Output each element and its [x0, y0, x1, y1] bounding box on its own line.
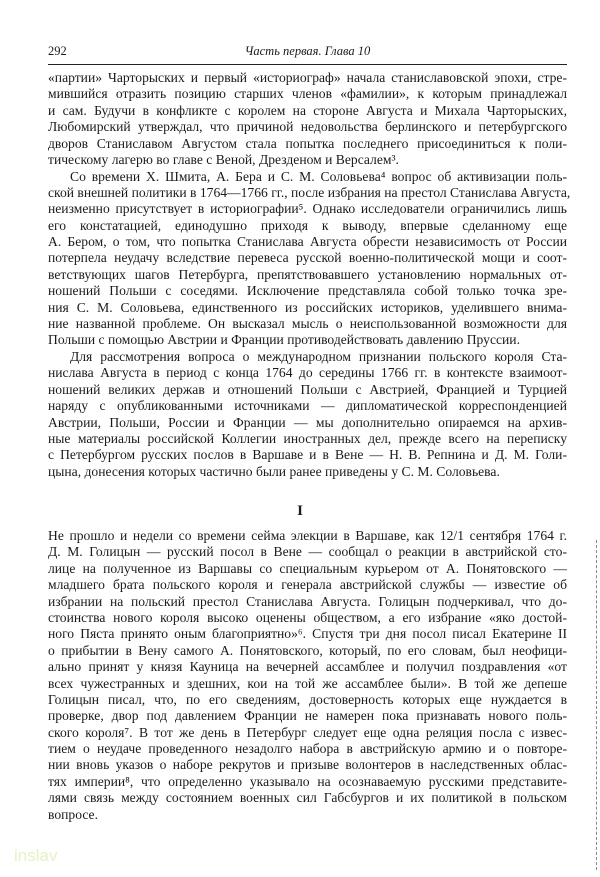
paragraph — [48, 168, 571, 349]
running-header — [48, 44, 567, 60]
text-line: проверке, двор под давлением Франции не намерен пока признавать нового поль- — [48, 708, 567, 724]
text-line: ния С. М. Соловьева, единственного из российских историков, уделившего внима- — [48, 299, 567, 315]
text-line: ношений Польши с соседями. Исключение представляла собой только точка зре- — [48, 283, 567, 299]
text-line: Не прошло и недели со времени сейма элекции в Варшаве, как 12/1 сентября 1764 г. — [48, 528, 567, 543]
text-line: стоинства нового короля высоко оценены обществом, а его избрание «яко достой- — [48, 609, 567, 625]
text-line: и сам. Будучи в конфликте с королем на стороне Августа и Михала Чарторыских, — [48, 102, 567, 118]
text-line: ского короля⁷. В тот же день в Петербург следует еще одна реляция посла с извес- — [48, 724, 567, 740]
text-line: ные материалы российской Коллегии иностранных дел, прежде всего на переписку — [48, 430, 567, 446]
text-line: тях империи⁸, что определенно указывало на осознаваемую русскими представите- — [48, 773, 567, 789]
text-line: ветствующих шагов Петербурга, препятствовавшего установлению нормальных от- — [48, 266, 567, 282]
text-line: тическому лагерю во главе с Веной, Дрезденом и Версалем³. — [48, 151, 399, 167]
paragraph — [48, 70, 567, 168]
text-line: Любомирский утверждал, что причиной недовольства берлинского и петербургского — [48, 119, 567, 135]
text-line: лями связь между состоянием военных сил Габсбургов и их политикой в польском — [48, 790, 567, 806]
paragraph — [48, 528, 567, 823]
text-line: тием о неудаче проведенного незадолго набора в австрийскую армию и о повторе- — [48, 741, 567, 757]
text-line: наряду с опубликованными источниками — дипломатической корреспонденцией — [48, 398, 567, 414]
text-line: ние названной проблеме. Он высказал мысль о неиспользованной возможности для — [48, 316, 567, 332]
text-line: нии вновь указов о наборе рекрутов и призыве волонтеров в наследственных облас- — [48, 757, 567, 773]
text-line: вопросе. — [48, 806, 98, 822]
running-title: Часть первая. Глава 10 — [244, 44, 371, 58]
text-line: дворов Станиславом Августом стала попытка последнего присоединиться к поли- — [48, 135, 567, 151]
text-line: ально принят у князя Кауница на вечерней ассамблее и получил поздравления «от — [48, 659, 567, 675]
text-line: ношений великих держав и отношений Польши с Австрией, Францией и Турцией — [48, 381, 567, 397]
text-line: «партии» Чарторыских и первый «историограф» начала станиславовской эпохи, стре- — [48, 70, 567, 85]
text-line: А. Бером, о том, что попытка Станислава Августа обрести независимость от России — [48, 234, 567, 250]
text-line: избрании на польский престол Станислава Августа. Голицын подчеркивал, что до- — [48, 593, 567, 609]
text-line: Д. М. Голицын — русский посол в Вене — сообщал о реакции в австрийской сто- — [48, 544, 567, 560]
text-line: Голицын писал, что, по его сведениям, достоверность которых еще нуждается в — [48, 691, 567, 707]
text-line: Польши с помощью Австрии и Франции противодействовать давлению Пруссии. — [48, 332, 520, 348]
watermark: inslav — [14, 846, 58, 865]
paragraph — [48, 349, 567, 480]
text-line: всех чужестранных и здешних, кои на той же ассамблее были». В той же депеше — [48, 675, 567, 691]
text-line: с Петербургом русских послов в Варшаве и в Вене — Н. В. Репнина и Д. М. Голи- — [48, 447, 567, 463]
section-heading: I — [297, 503, 303, 519]
text-line: его констатацией, единодушно приходя к выводу, впервые сделанному еще — [48, 217, 567, 233]
text-line: Со времени Х. Шмита, А. Бера и С. М. Соловьева⁴ вопрос об активизации поль- — [70, 168, 567, 184]
text-line: мившийся отразить позицию старших членов «фамилии», к которым принадлежал — [48, 86, 567, 102]
header-rule — [48, 64, 567, 65]
text-line: нислава Августа в период с конца 1764 до середины 1766 гг. в контексте взаимоот- — [48, 365, 567, 381]
text-line: лице на полученное из Варшавы со специальным курьером от А. Понятовского — — [48, 560, 567, 576]
text-line: Австрии, Польши, России и Франции — мы дополнительно опираемся на архив- — [48, 414, 567, 430]
text-line: младшего брата польского короля и генерала австрийской службы — известие об — [48, 577, 567, 593]
text-line: ного Пяста принято оным благоприятно»⁶. Спустя три дня посол писал Екатерине II — [48, 626, 567, 642]
text-line: Для рассмотрения вопроса о международном признании польского короля Ста- — [70, 349, 567, 364]
text-line: ской внешней политики в 1764—1766 гг., после избрания на престол Станислава Августа, — [48, 184, 571, 200]
text-line: неизменно присутствует в историографии⁵. Однако исследователи ограничились лишь — [48, 201, 567, 217]
text-line: цына, донесения которых частично были ранее приведены у С. М. Соловьева. — [48, 463, 500, 479]
scan-edge-marks — [596, 540, 597, 870]
text-line: потерпела неудачу вследствие перевеса русской военно-политической мощи и соот- — [48, 250, 567, 266]
page-number: 292 — [48, 44, 67, 58]
text-line: о прибытии в Вену самого А. Понятовского, который, по его словам, был неофици- — [48, 642, 567, 658]
